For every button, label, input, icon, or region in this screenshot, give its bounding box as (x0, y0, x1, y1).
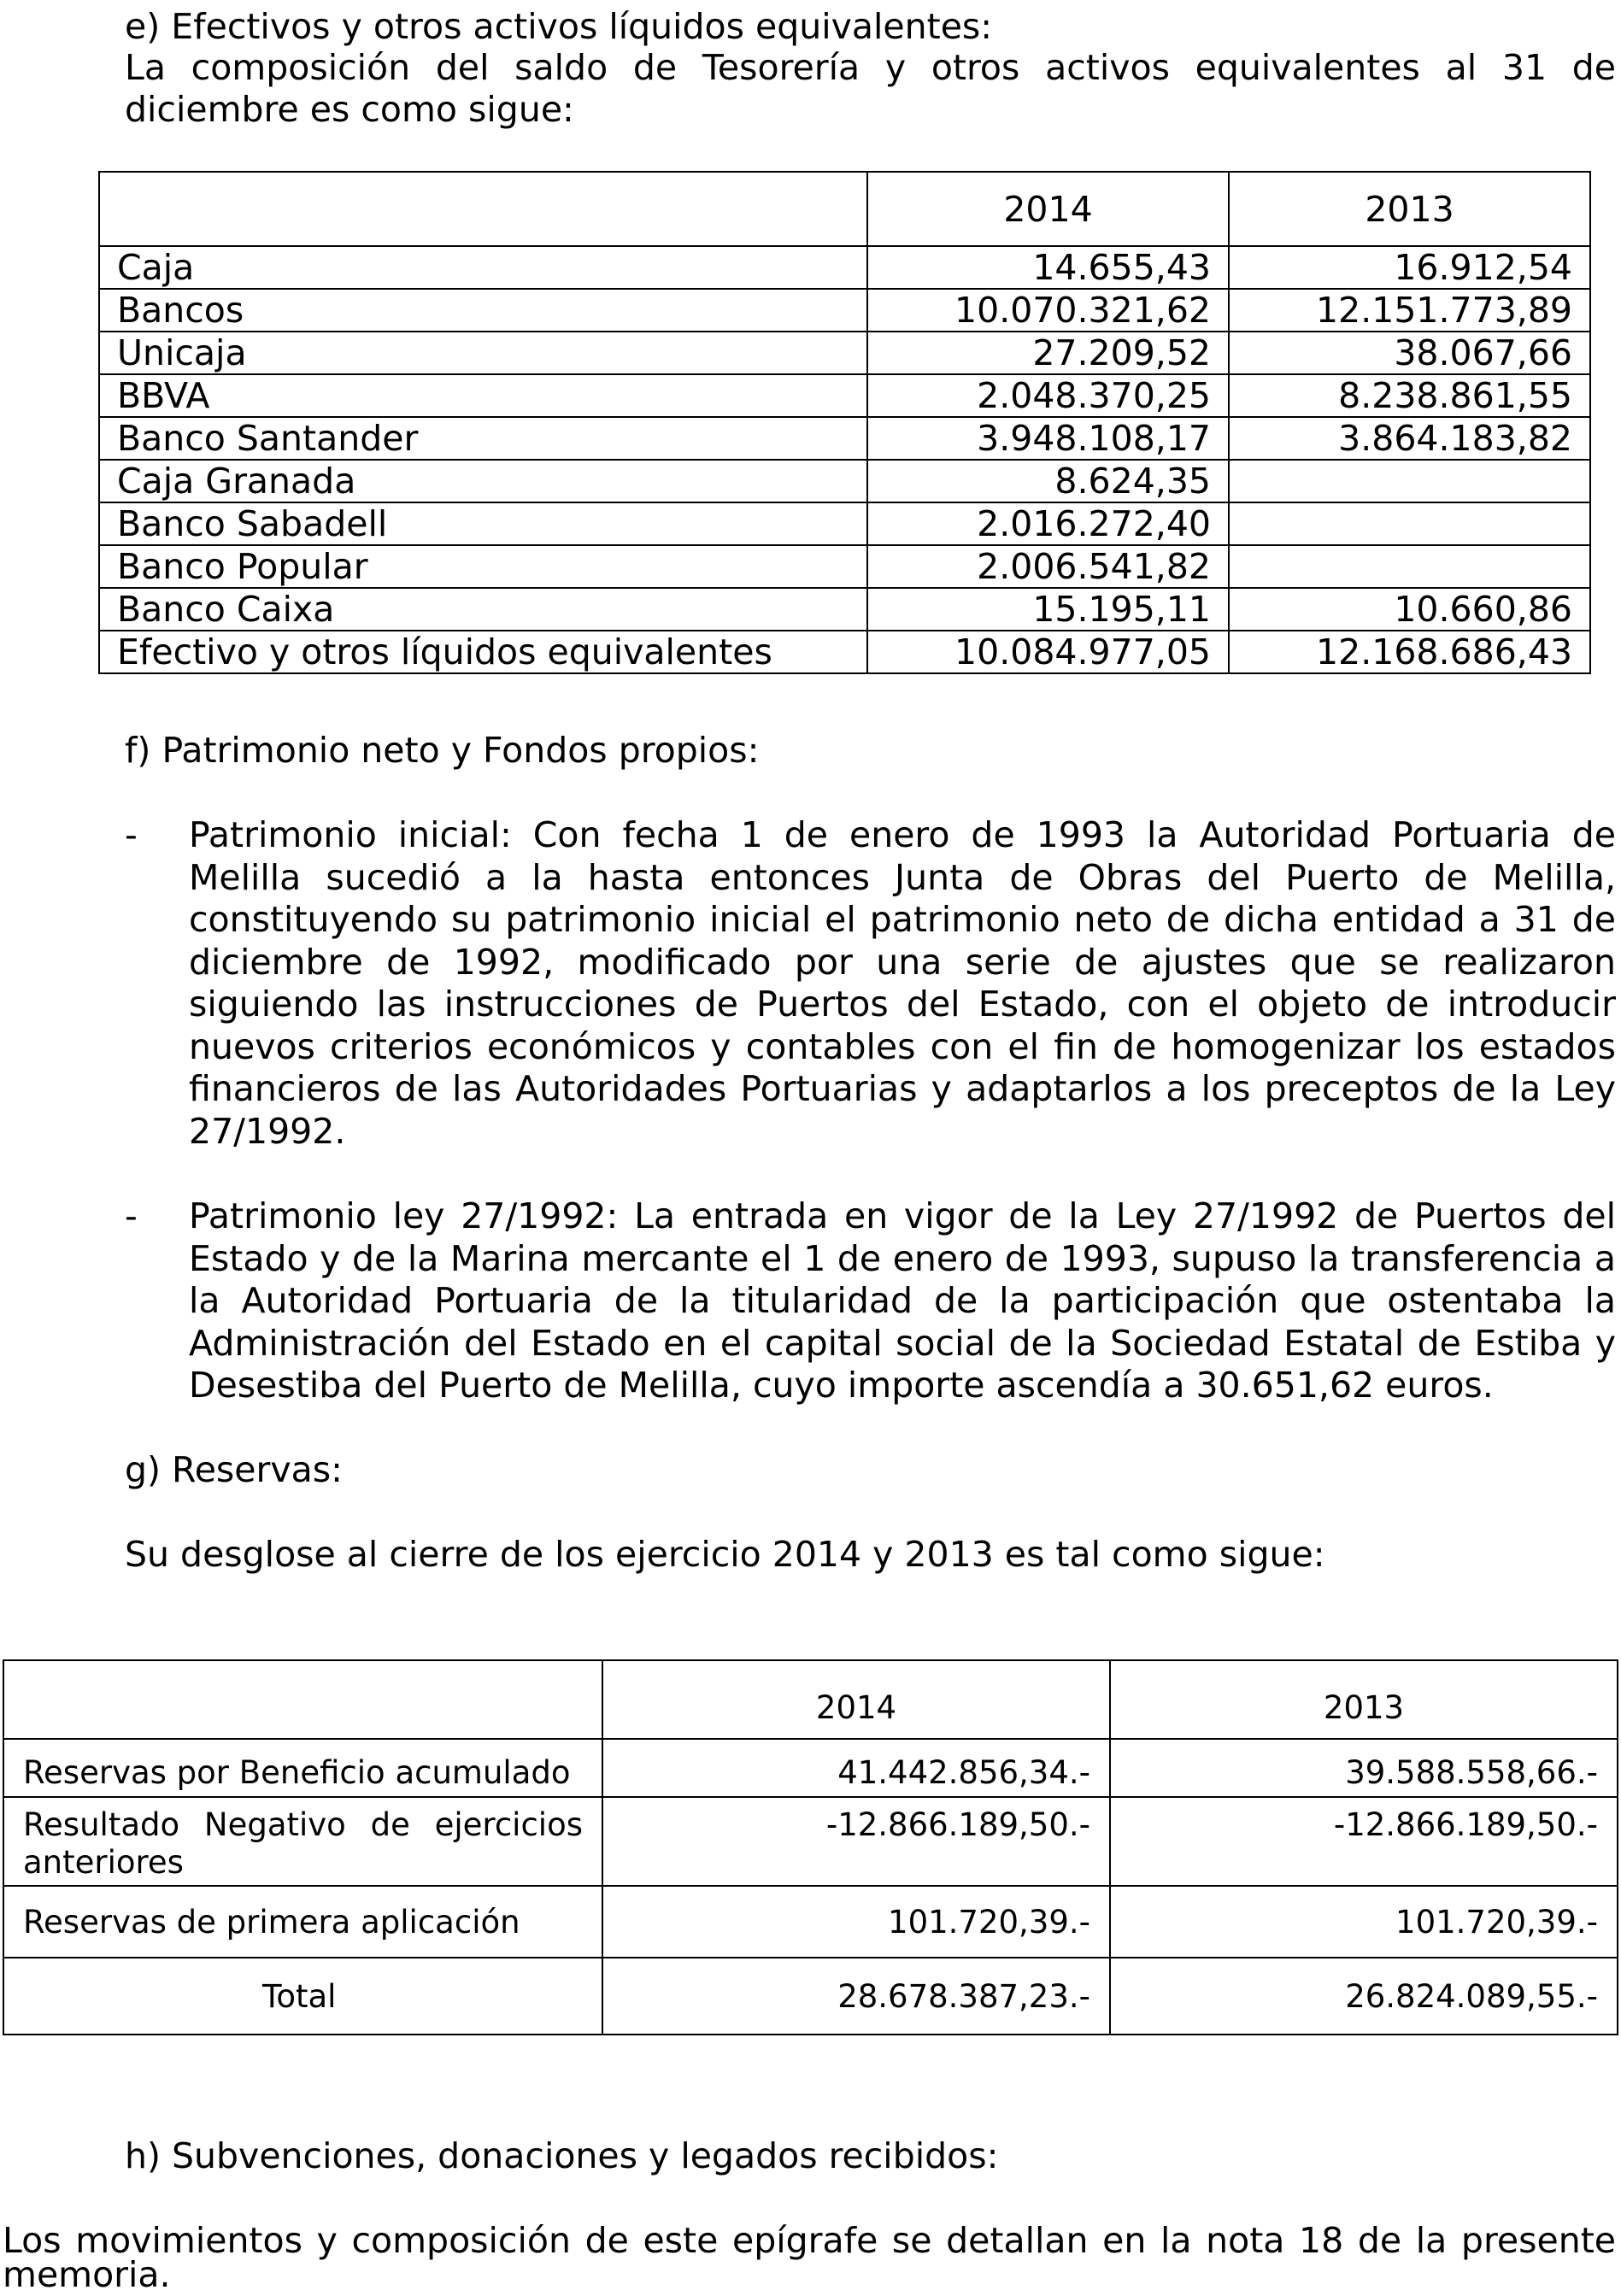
table-cell: Banco Popular (99, 545, 867, 588)
table-row (99, 588, 1590, 631)
table-cell: 2.048.370,25 (867, 374, 1229, 417)
table-cell: Caja (99, 246, 867, 289)
bullet-1-line: financieros de las Autoridades Portuarias y adaptarlos a los preceptos de la Ley (189, 1068, 1616, 1109)
table-row (99, 631, 1590, 673)
table-row (99, 417, 1590, 460)
table-cell: 2.006.541,82 (867, 545, 1229, 588)
section-g-intro: Su desglose al cierre de los ejercicio 2014 y 2013 es tal como sigue: (125, 1534, 1325, 1575)
bullet-1-line: Patrimonio inicial: Con fecha 1 de enero de 1993 la Autoridad Portuaria de (189, 814, 1616, 855)
table-cell: Banco Sabadell (99, 502, 867, 545)
table-cell: Bancos (99, 289, 867, 332)
table-row (3, 1958, 1618, 2035)
table-cell: 12.168.686,43 (1229, 631, 1590, 673)
table-row (99, 289, 1590, 332)
table-cell: Reservas por Beneficio acumulado (3, 1739, 602, 1797)
table-header-cell: 2014 (867, 172, 1229, 246)
bullet-marker: - (125, 814, 138, 855)
bullet-2-line: la Autoridad Portuaria de la titularidad de la participación que ostentaba la (189, 1280, 1616, 1321)
table-cell (1229, 502, 1590, 545)
bullet-1-line: nuevos criterios económicos y contables con el fin de homogenizar los estados (189, 1026, 1616, 1067)
table-cell: 101.720,39.- (1110, 1886, 1618, 1958)
table-header-cell: 2013 (1229, 172, 1590, 246)
table-cell: 39.588.558,66.- (1110, 1739, 1618, 1797)
bullet-marker: - (125, 1195, 138, 1236)
table-row (99, 545, 1590, 588)
table-cell: Resultado Negativo de ejercicios anteriores (3, 1797, 602, 1886)
table-cell: -12.866.189,50.- (1110, 1797, 1618, 1886)
bullet-2-line: Patrimonio ley 27/1992: La entrada en vigor de la Ley 27/1992 de Puertos del (189, 1195, 1616, 1236)
bullet-2-line: Desestiba del Puerto de Melilla, cuyo importe ascendía a 30.651,62 euros. (189, 1365, 1494, 1406)
table-cell: 12.151.773,89 (1229, 289, 1590, 332)
table-cell: Unicaja (99, 332, 867, 374)
table-header-row (3, 1660, 1618, 1739)
table-row (99, 460, 1590, 502)
table-cell: Banco Santander (99, 417, 867, 460)
table-cell: -12.866.189,50.- (602, 1797, 1110, 1886)
table-row (3, 1739, 1618, 1797)
table-cell: 16.912,54 (1229, 246, 1590, 289)
table-cell (1229, 545, 1590, 588)
table-header-cell (3, 1660, 602, 1739)
table-cell: 10.660,86 (1229, 588, 1590, 631)
bullet-2-line: Estado y de la Marina mercante el 1 de enero de 1993, supuso la transferencia a (189, 1238, 1616, 1279)
table-row (99, 332, 1590, 374)
table-cell: 41.442.856,34.- (602, 1739, 1110, 1797)
table-row (99, 374, 1590, 417)
section-h-text-line-2: memoria. (3, 2254, 171, 2295)
table-row (99, 502, 1590, 545)
section-f-heading: f) Patrimonio neto y Fondos propios: (125, 730, 760, 771)
table-cell: 28.678.387,23.- (602, 1958, 1110, 2035)
table-header-cell (99, 172, 867, 246)
table-cell: Banco Caixa (99, 588, 867, 631)
section-e-intro-line-2: diciembre es como sigue: (125, 89, 574, 130)
bullet-1-line: constituyendo su patrimonio inicial el patrimonio neto de dicha entidad a 31 de (189, 899, 1616, 940)
table-cell: Total (3, 1958, 602, 2035)
table-cell: 3.864.183,82 (1229, 417, 1590, 460)
table-row (99, 246, 1590, 289)
table-cell: 10.084.977,05 (867, 631, 1229, 673)
section-h-text-line-1: Los movimientos y composición de este epígrafe se detallan en la nota 18 de la presente (3, 2220, 1616, 2261)
bullet-1-line: siguiendo las instrucciones de Puertos del Estado, con el objeto de introducir (189, 984, 1616, 1025)
table-cell: 14.655,43 (867, 246, 1229, 289)
bullet-1-line: Melilla sucedió a la hasta entonces Junta de Obras del Puerto de Melilla, (189, 857, 1616, 898)
table-cell: 8.238.861,55 (1229, 374, 1590, 417)
table-cell: 38.067,66 (1229, 332, 1590, 374)
table-cell: Reservas de primera aplicación (3, 1886, 602, 1958)
table-cell: Caja Granada (99, 460, 867, 502)
table-header-row (99, 172, 1590, 246)
table-cell: 8.624,35 (867, 460, 1229, 502)
section-g-heading: g) Reservas: (125, 1449, 343, 1490)
bullet-2-line: Administración del Estado en el capital social de la Sociedad Estatal de Estiba y (189, 1323, 1616, 1364)
section-h-heading: h) Subvenciones, donaciones y legados recibidos: (125, 2135, 999, 2176)
table-cell (1229, 460, 1590, 502)
table-cell: BBVA (99, 374, 867, 417)
table-cell: 3.948.108,17 (867, 417, 1229, 460)
section-e-intro-line-1: La composición del saldo de Tesorería y otros activos equivalentes al 31 de (125, 47, 1616, 88)
table-cell: 15.195,11 (867, 588, 1229, 631)
table-cell: 101.720,39.- (602, 1886, 1110, 1958)
table-row (3, 1797, 1618, 1886)
cash-table (98, 171, 1591, 674)
table-row (3, 1886, 1618, 1958)
table-cell: 27.209,52 (867, 332, 1229, 374)
reserves-table (3, 1659, 1618, 2035)
bullet-1-line: 27/1992. (189, 1111, 346, 1152)
table-cell: 26.824.089,55.- (1110, 1958, 1618, 2035)
table-cell: 10.070.321,62 (867, 289, 1229, 332)
table-cell: 2.016.272,40 (867, 502, 1229, 545)
table-header-cell: 2014 (602, 1660, 1110, 1739)
table-cell: Efectivo y otros líquidos equivalentes (99, 631, 867, 673)
bullet-1-line: diciembre de 1992, modificado por una serie de ajustes que se realizaron (189, 942, 1616, 983)
section-e-heading: e) Efectivos y otros activos líquidos equivalentes: (125, 6, 993, 47)
table-header-cell: 2013 (1110, 1660, 1618, 1739)
